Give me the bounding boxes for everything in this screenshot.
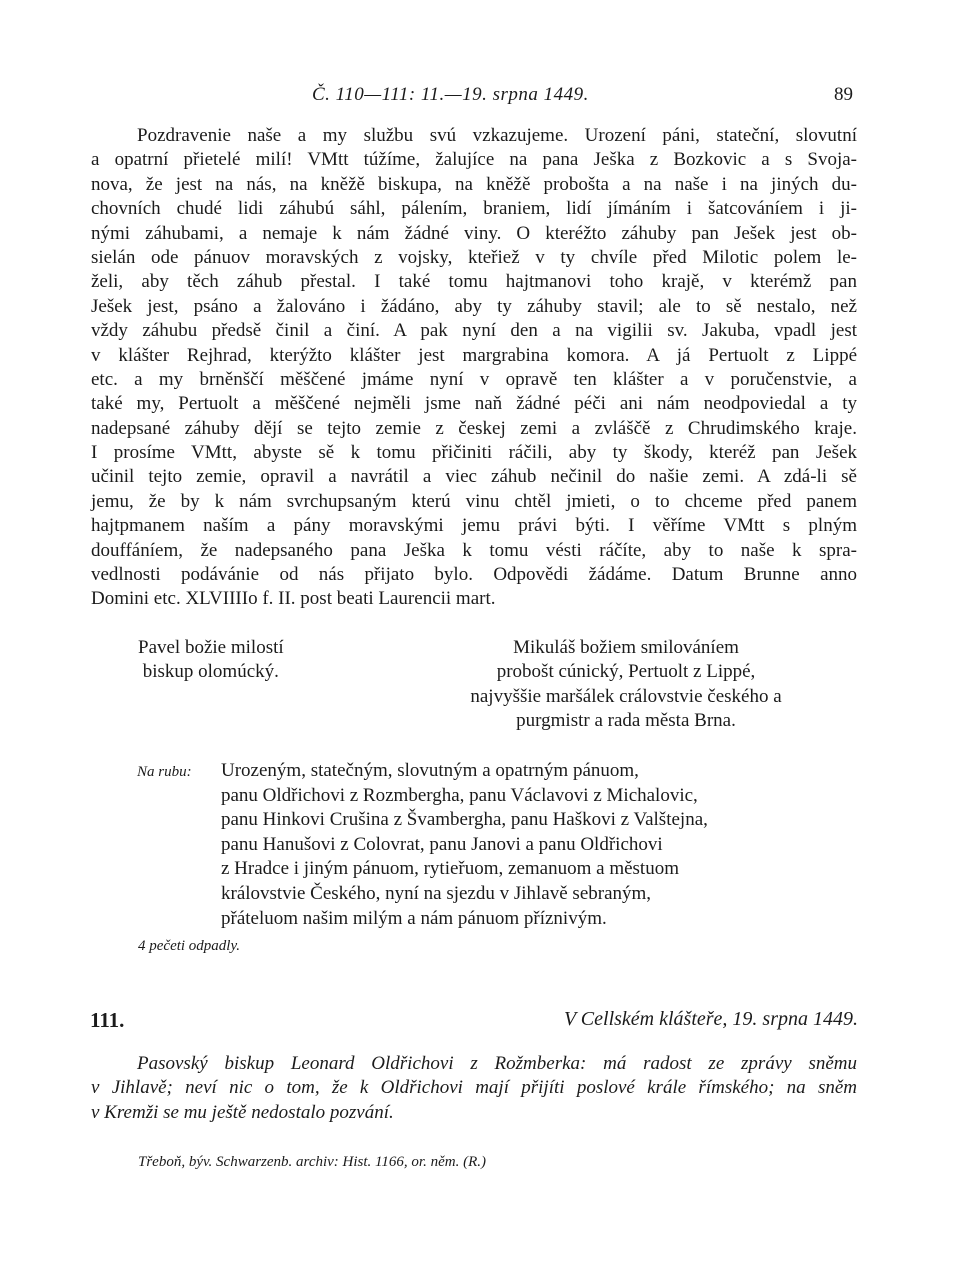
signature-line: biskup olomúcký.	[142, 661, 279, 683]
regest-line: v Jihlavě; neví nic o tom, že k Oldřichovi mají přijíti poslové krále římského; na sněm	[91, 1077, 857, 1099]
verso-line: přáteluom našim milým a nám pánuom příznivým.	[221, 907, 607, 929]
verso-line: z Hradce i jiným pánuom, rytieřuom, zemanuom a městuom	[221, 858, 679, 880]
signature-left	[138, 636, 284, 685]
letter-line: Domini etc. XLVIIIIo f. II. post beati Laurencii mart.	[91, 588, 496, 610]
letter-line: sielán ode pánuov moravských z vojsky, kteřiež v ty chvíle před Milotic polem le-	[91, 246, 857, 268]
seals-note: 4 pečeti odpadly.	[138, 938, 241, 954]
signature-line: purgmistr a rada města Brna.	[516, 710, 736, 732]
running-head: Č. 110—111: 11.—19. srpna 1449.	[312, 84, 589, 105]
letter-line: I prosíme VMtt, abyste sě k tomu přičiniti ráčili, aby ty škody, kteréž pan Ješek	[91, 442, 857, 464]
letter-line: také my, Pertuolt a měščené nejměli jsme naň žádné péči ani nám neodpoviedal a ty	[91, 393, 857, 415]
signature-line: Mikuláš božiem smilováníem	[513, 637, 739, 658]
page-number: 89	[834, 84, 853, 105]
letter-line: v klášter Rejhrad, kterýžto klášter jest margrabina komora. A já Pertuolt z Lippé	[91, 344, 857, 366]
letter-line: a opatrní přietelé milí! VMtt túžíme, žalujíce na pana Ješka z Bozkovic a s Svoja-	[91, 149, 857, 171]
document-date: V Cellském klášteře, 19. srpna 1449.	[563, 1008, 858, 1030]
regest-line: v Kremži se mu ještě nedostalo pozvání.	[91, 1101, 394, 1123]
letter-line: vedlnosti podávánie od nás přijato bylo. Odpovědi žádáme. Datum Brunne anno	[91, 564, 857, 586]
verso-address	[221, 759, 708, 931]
verso-line: Urozeným, statečným, slovutným a opatrným pánuom,	[221, 760, 639, 781]
letter-line: vždy záhubu předsě činil a činí. A pak nyní den a na vigilii sv. Jakuba, vpadl jest	[91, 320, 857, 342]
verso-line: panu Hinkovi Crušina z Švambergha, panu Haškovi z Valštejna,	[221, 809, 708, 831]
letter-line: jemu, že by k nám svrchupsaným kterú vinu chtěl jmieti, o to chceme před panem	[91, 490, 857, 512]
document-regest	[91, 1052, 857, 1125]
letter-body	[91, 124, 857, 612]
letter-line: douffáníem, že nadepsaného pana Ješka k tomu vésti ráčíte, aby to naše k spra-	[91, 539, 857, 561]
verso-line: panu Hanušovi z Colovrat, panu Janovi a panu Oldřichovi	[221, 833, 663, 855]
regest-line: Pasovský biskup Leonard Oldřichovi z Rožmberka: má radost ze zprávy sněmu	[137, 1053, 857, 1074]
signature-line: najvyššie maršálek crálovstvie českého a	[470, 685, 782, 707]
letter-line: Ješek jest, psáno a žalováno i žádáno, aby ty záhuby stavil; ale to sě nestalo, než	[91, 295, 857, 317]
verso-line: královstvie Českého, nyní na sjezdu v Jihlavě sebraným,	[221, 882, 652, 904]
verso-line: panu Oldřichovi z Rozmbergha, panu Václavovi z Michalovic,	[221, 784, 698, 806]
letter-line: nadepsané záhuby dějí se tejto zemie z českej zemi a zvláščě z Chrudimského kraje.	[91, 417, 857, 439]
verso-label: Na rubu:	[137, 764, 192, 780]
letter-line: chovních chudé lidi záhubú sáhl, pálením, braniem, lidí jímáním i šatcováníem i ji-	[91, 198, 857, 220]
letter-line: nova, že jest na nás, na kněžě biskupa, na kněžě proboštа a na naše i na jiných du-	[91, 173, 857, 195]
letter-line: učinil tejto zemie, opravil a navrátil a viec záhub nečinil do našie zemi. A zdá-li sě	[91, 466, 857, 488]
signature-line: probošt cúnický, Pertuolt z Lippé,	[496, 661, 756, 683]
signature-line: Pavel božie milostí	[138, 637, 284, 658]
letter-line: etc. a my brněnščí měščené jmáme nyní v opravě ten klášter a v poručenstvie, a	[91, 368, 857, 390]
letter-line: Pozdravenie naše a my službu svú vzkazujeme. Urození páni, stateční, slovutní	[137, 125, 857, 146]
document-number: 111.	[90, 1008, 125, 1032]
letter-line: nými záhubami, a nemaje k nám žádné viny. O kteréžto záhuby pan Ješek jest ob-	[91, 222, 857, 244]
letter-line: želi, aby těch záhub přestal. I také tomu hajtmanovi toho krajě, v kterémž pan	[91, 271, 857, 293]
letter-line: hajtpmanem naším a pány moravskými jemu právi býti. I věříme VMtt s plným	[91, 515, 857, 537]
signature-right	[440, 636, 812, 734]
archive-source: Třeboň, býv. Schwarzenb. archiv: Hist. 1166, or. něm. (R.)	[138, 1154, 487, 1170]
